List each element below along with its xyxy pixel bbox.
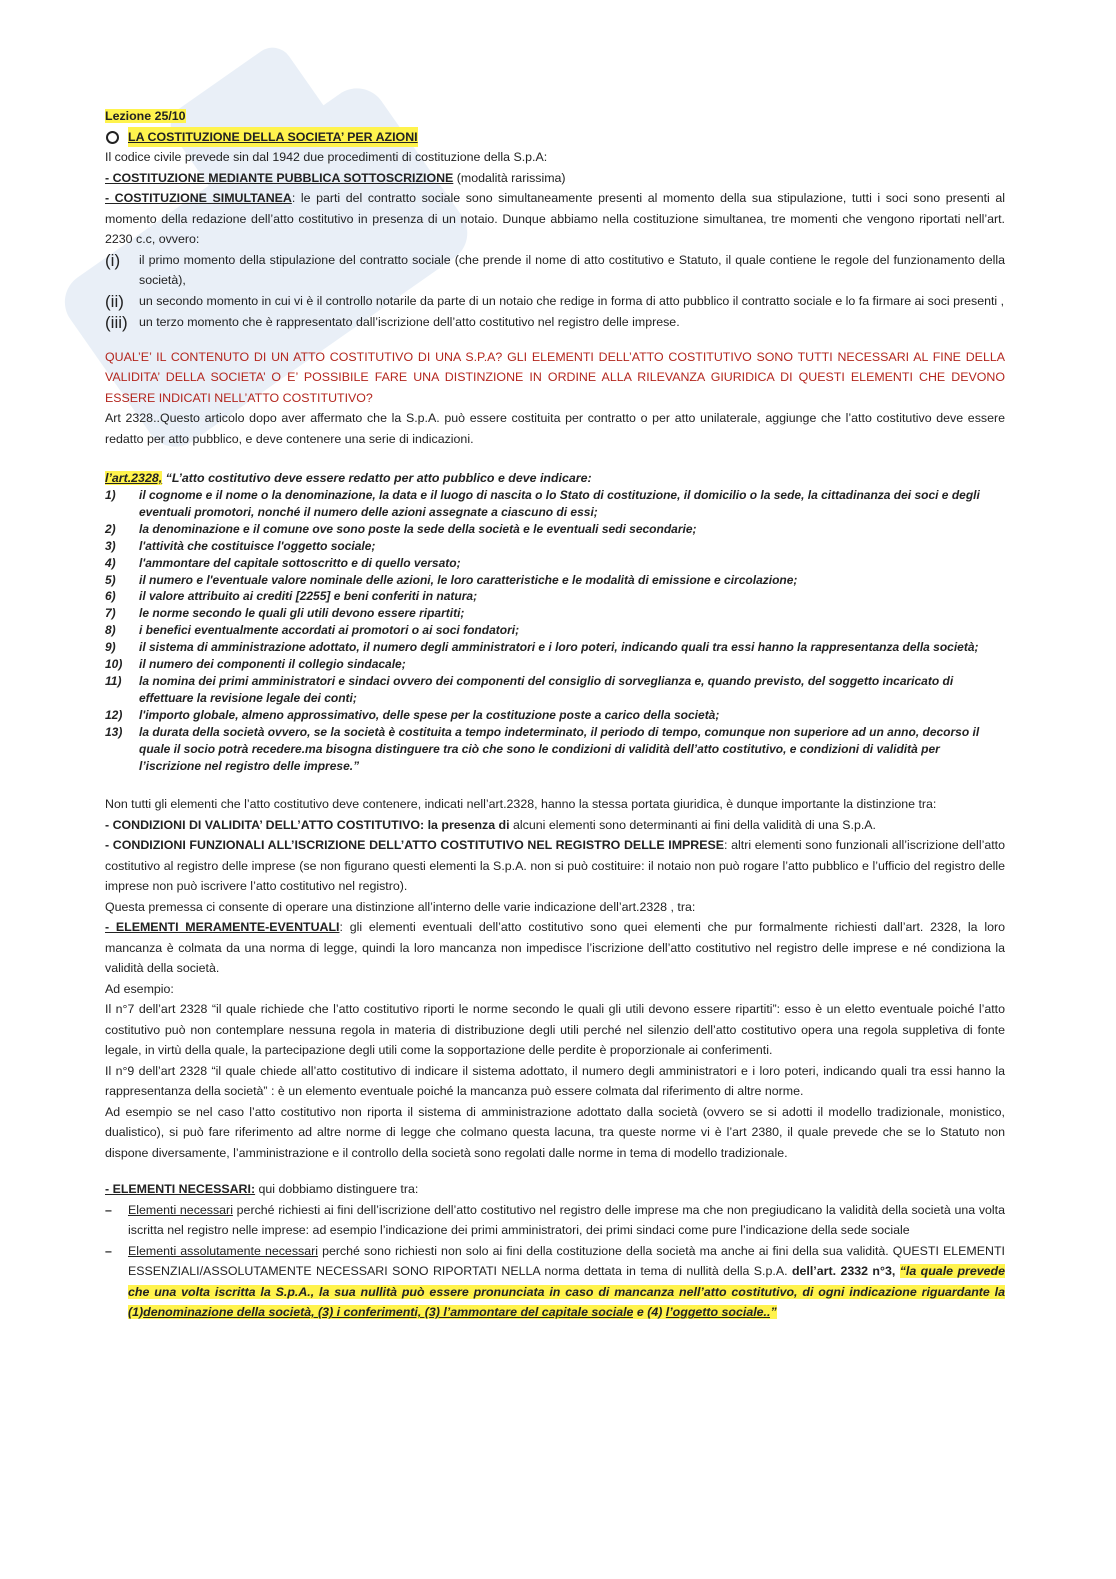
list-item: (iii) un terzo momento che è rappresentato dall’iscrizione dell’atto costitutivo nel registro delle imprese. xyxy=(105,312,680,332)
eventual-elements: - ELEMENTI MERAMENTE-EVENTUALI: gli elementi eventuali dell’atto costitutivo sono quei elementi che pur formalmente richiesti dall’art. 2328, la loro mancanza è colmata da una norma di legge, quindi la loro mancanza non impedisce l’iscrizione dell’atto costitutivo nel registro delle imprese e né condiziona la validità della società. xyxy=(105,920,1005,976)
list-item: 1) il cognome e il nome o la denominazione, la data e il luogo di nascita o lo Stato di costituzione, il domicilio o la sede, la cittadinanza dei soci e degli eventuali promotori, nonché il numero delle azioni assegnate a ciascuno di essi; xyxy=(105,488,980,519)
public-subscription-line: - COSTITUZIONE MEDIANTE PUBBLICA SOTTOSCRIZIONE (modalità rarissima) xyxy=(105,170,566,185)
dash-bullet-icon: – xyxy=(105,1202,112,1217)
art-intro-paragraph: Art 2328..Questo articolo dopo aver affermato che la S.p.A. può essere costituita per contratto o per atto unilaterale, aggiunge che l’atto costitutivo deve essere redatto per atto pubblico, e deve contenere una serie di indicazioni. xyxy=(105,411,1005,446)
body-paragraph: Ad esempio se nel caso l’atto costitutivo non riporta il sistema di amministrazione adottato dalla società (ovvero se si adotti il modello tradizionale, monistico, dualistico), si può fare riferimento ad altre norme di legge che colmano questa lacuna, tra queste norme vi è l’art 2380, il quale prevede che se lo Statuto non dispone diversamente, l’amministrazione e il controllo della società sono regolati dalle norme in tema di modello tradizionale. xyxy=(105,1104,1005,1160)
list-item: 9) il sistema di amministrazione adottato, il numero degli amministratori e i loro poteri, indicando quali tra essi hanno la rappresentanza della società; xyxy=(105,640,979,655)
body-paragraph: Non tutti gli elementi che l’atto costitutivo deve contenere, indicati nell’art.2328, hanno la stessa portata giuridica, è dunque importante la distinzione tra: xyxy=(105,797,937,812)
list-item: 13) la durata della società ovvero, se la società è costituita a tempo indeterminato, il periodo di tempo, comunque non superiore ad un anno, decorso il quale il socio potrà recedere.ma bisogna distinguere tra ciò che sono le condizioni di validità dell’atto costitutivo, e condizioni di validità per l’iscrizione nel registro delle imprese.” xyxy=(105,724,980,773)
list-item: 4) l'ammontare del capitale sottoscritto e di quello versato; xyxy=(105,555,461,570)
intro-paragraph: Il codice civile prevede sin dal 1942 due procedimenti di costituzione della S.p.A: xyxy=(105,150,548,164)
lecture-title: Lezione 25/10 xyxy=(105,109,186,123)
document-page xyxy=(105,106,1005,1323)
functional-conditions: - CONDIZIONI FUNZIONALI ALL’ISCRIZIONE DELL’ATTO COSTITUTIVO NEL REGISTRO DELLE IMPRESE: altri elementi sono funzionali all’iscrizione dell’atto costitutivo al registro delle imprese (se non figurano questi elementi la S.p.A. non si può costituire: il notaio non può rogare l’atto pubblico e l’ufficio del registro delle imprese non può iscrivere l’atto costitutivo nel registro). xyxy=(105,838,1005,894)
list-item: (i) il primo momento della stipulazione del contratto sociale (che prende il nome di atto costitutivo e Statuto, il quale contiene le regole del funzionamento della società), xyxy=(105,250,1005,287)
law-heading: l’art.2328, “L’atto costitutivo deve essere redatto per atto pubblico e deve indicare: xyxy=(105,471,592,485)
moments-list xyxy=(105,250,1005,333)
question-paragraph: QUAL’E’ IL CONTENUTO DI UN ATTO COSTITUTIVO DI UNA S.P.A? GLI ELEMENTI DELL’ATTO COSTITUTIVO SONO TUTTI NECESSARI AL FINE DELLA VALIDITA’ DELLA SOCIETA’ O E’ POSSIBILE FARE UNA DISTINZIONE IN ORDINE ALLA RILEVANZA GIURIDICA DI QUESTI ELEMENTI CHE DEVONO ESSERE INDICATI NELL’ATTO COSTITUTIVO? xyxy=(105,349,1005,405)
list-item: – Elementi assolutamente necessari perché sono richiesti non solo ai fini della costituzione della società ma anche ai fini della sua validità. QUESTI ELEMENTI ESSENZIALI/ASSOLUTAMENTE NECESSARI SONO RIPORTATI NELLA norma dettata in tema di nullità della S.p.A. dell’art. 2332 n°3, “la quale prevede che una volta iscritta la S.p.A., la sua nullità può essere pronunciata in caso di mancanza nell’atto costitutivo, di ogni indicazione riguardante la (1)denominazione della società, (3) i conferimenti, (3) l’ammontare del capitale sociale e (4) l’oggetto sociale..” xyxy=(105,1241,1005,1323)
simultaneous-paragraph: - COSTITUZIONE SIMULTANEA: le parti del contratto sociale sono simultaneamente presenti al momento della sua stipulazione, tutti i soci sono presenti al momento della redazione dell’atto costitutivo in presenza di un notaio. Dunque abbiamo nella costituzione simultanea, tre momenti che vengono riportati nell’art. 2230 c.c, ovvero: xyxy=(105,191,1006,246)
list-item: 7) le norme secondo le quali gli utili devono essere ripartiti; xyxy=(105,606,465,621)
circle-bullet-icon xyxy=(106,131,119,144)
validity-conditions: - CONDIZIONI DI VALIDITA’ DELL’ATTO COSTITUTIVO: la presenza di alcuni elementi sono determinanti ai fini della validità di una S.p.A. xyxy=(105,817,876,832)
list-item: – Elementi necessari perché richiesti ai fini dell’iscrizione dell’atto costitutivo nel registro delle imprese ma che non pregiudicano la validità della società una volta iscritta nel registro nelle imprese: ad esempio l’indicazione dei primi amministratori, dei primi sindaci come pure l’indicazione della sede sociale xyxy=(105,1200,1005,1241)
list-item: 2) la denominazione e il comune ove sono poste la sede della società e le eventuali sedi secondarie; xyxy=(105,521,697,536)
list-item: 8) i benefici eventualmente accordati ai promotori o ai soci fondatori; xyxy=(105,623,520,638)
body-paragraph: Questa premessa ci consente di operare una distinzione all’interno delle varie indicazione dell’art.2328 , tra: xyxy=(105,899,696,914)
law-list xyxy=(105,487,1005,774)
list-item: 10) il numero dei componenti il collegio sindacale; xyxy=(105,657,406,672)
section-heading: LA COSTITUZIONE DELLA SOCIETA’ PER AZIONI xyxy=(105,127,1005,148)
necessary-elements: - ELEMENTI NECESSARI: qui dobbiamo distinguere tra: xyxy=(105,1182,419,1197)
body-paragraph: Ad esempio: xyxy=(105,981,174,996)
list-item: 6) il valore attribuito ai crediti [2255] e beni conferiti in natura; xyxy=(105,589,478,604)
list-item: 3) l'attività che costituisce l'oggetto sociale; xyxy=(105,538,376,553)
dash-bullet-icon: – xyxy=(105,1243,112,1258)
list-item: 12) l'importo globale, almeno approssimativo, delle spese per la costituzione poste a carico della società; xyxy=(105,707,720,722)
body-paragraph: Il n°7 dell’art 2328 “il quale richiede che l’atto costitutivo riporti le norme secondo le quali gli utili devono essere ripartiti”: esso è un eletto eventuale poiché l’atto costitutivo può non contemplare nessuna regola in materia di distribuzione degli utili perché nel silenzio dell’atto costitutivo opera una regola suppletiva di fonte legale, in virtù della quale, la partecipazione degli utili come la sopportazione delle perdite è proporzionale ai conferimenti. xyxy=(105,1002,1005,1058)
list-item: (ii) un secondo momento in cui vi è il controllo notarile da parte di un notaio che redige in forma di atto pubblico il contratto sociale e lo fa firmare ai soci presenti , xyxy=(105,291,1005,311)
body-paragraph: Il n°9 dell’art 2328 “il quale chiede all’atto costitutivo di indicare il sistema adottato, il numero degli amministratori e i loro poteri, indicando quali tra essi hanno la rappresentanza della società” : è un elemento eventuale poiché la mancanza può essere colmata dal riferimento di altre norme. xyxy=(105,1063,1005,1099)
list-item: 11) la nomina dei primi amministratori e sindaci ovvero dei componenti del consiglio di sorveglianza e, quando previsto, del soggetto incaricato di effettuare la revisione legale dei conti; xyxy=(105,673,954,705)
list-item: 5) il numero e l'eventuale valore nominale delle azioni, le loro caratteristiche e le modalità di emissione e circolazione; xyxy=(105,572,798,587)
